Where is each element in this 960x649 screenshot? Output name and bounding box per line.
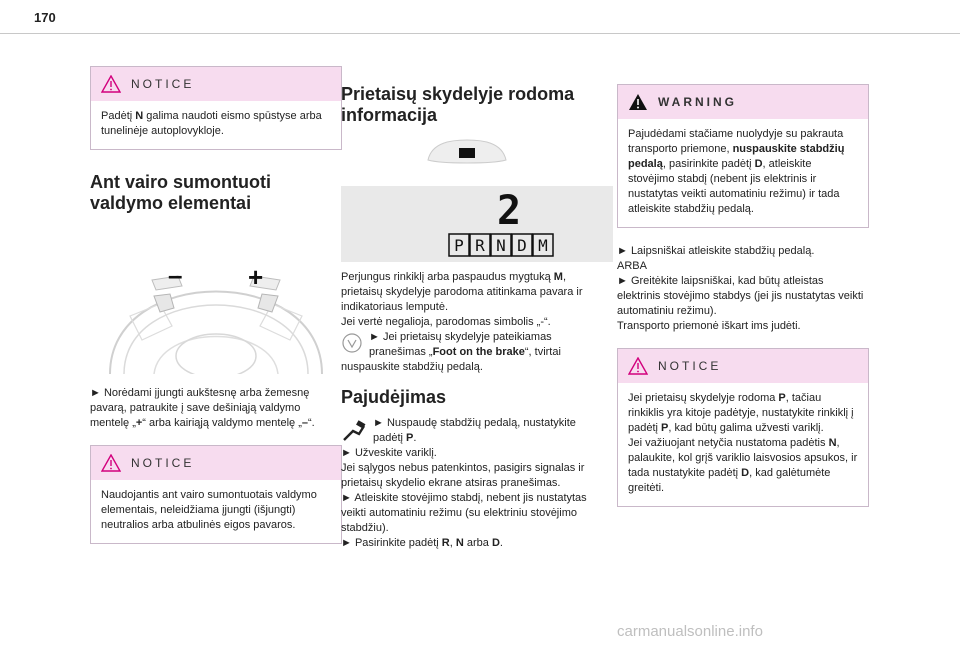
- notice-text: Naudojantis ant vairo sumontuotais valdymo elementais, neleidžiama įjungti (išjungti) neutralios arba atbulinės eigos pavaros.: [101, 489, 317, 531]
- step-brake-text: ► Nuspaudę stabdžių pedalą, nustatykite padėtį P.: [373, 417, 576, 444]
- notice-header: [91, 446, 341, 480]
- steering-instruction: ► Norėdami įjungti aukštesnę arba žemesnę pavarą, patraukite į save dešiniąją valdymo mentelę „+“ arba kairiąją valdymo mentelę „–“.: [90, 387, 315, 429]
- notice-text-1: Jei prietaisų skydelyje rodoma P, tačiau rinkiklis yra kitoje padėtyje, nustatykite rinkiklį į padėtį P, kad būtų galima užvesti variklį.: [628, 392, 854, 434]
- notice-box-2: [90, 445, 342, 544]
- steering-wheel-illustration: [90, 224, 342, 374]
- vehicle-moves-text: Transporto priemonė iškart ims judėti.: [617, 320, 801, 332]
- warning-text: Pajudėdami stačiame nuolydyje su pakrauta transporto priemone, nuspauskite stabdžių pedalą, pasirinkite padėtį D, atleiskite stovėjimo stabdį (nebent jis elektrinis ir nustatytas veikti automatiniu režimu) ir tada atleiskite stabdžių pedalą.: [628, 128, 845, 215]
- notice-icon: [101, 75, 121, 93]
- notice-text-2: Jei važiuojant netyčia nustatoma padėtis N, palaukite, kol grįš variklio laisvosios apsukos, ir tada nustatykite padėtį D, kad galėtumėte greitėti.: [628, 437, 858, 494]
- gear-letter: D: [517, 236, 527, 255]
- accelerate-step: ► Greitėkite laipsniškai, kad būtų atleistas elektrinis stovėjimo stabdys (jei jis nustatytas veikti automatiniu režimu).: [617, 275, 864, 317]
- or-separator: ARBA: [617, 260, 647, 272]
- column-2: [341, 84, 593, 551]
- release-brake-step: ► Laipsniškai atleiskite stabdžių pedalą.: [617, 245, 815, 257]
- brake-message-block: [341, 330, 593, 375]
- instrument-cluster-icon: [422, 134, 512, 174]
- invalid-value-text: Jei vertė negalioja, parodomas simbolis „-“.: [341, 316, 551, 328]
- notice-body: [618, 383, 868, 506]
- gear-letter: N: [496, 236, 506, 255]
- section-heading-display: Prietaisų skydelyje rodoma informacija: [341, 84, 575, 125]
- step-release-parking-brake: ► Atleiskite stovėjimo stabdį, nebent jis nustatytas veikti automatiniu režimu (su elektriniu stovėjimo stabdžiu).: [341, 492, 587, 534]
- step-start-engine: ► Užveskite variklį.: [341, 447, 437, 459]
- column-1: [90, 66, 342, 560]
- gear-letter: R: [475, 236, 485, 255]
- notice-title: NOTICE: [658, 359, 722, 373]
- wheel-plus-label: +: [248, 262, 264, 292]
- header-divider: [0, 33, 960, 34]
- warning-header: [618, 85, 868, 119]
- notice-text: Padėtį N galima naudoti eismo spūstyse arba tunelinėje autoplovykloje.: [101, 110, 322, 137]
- notice-box-3: [617, 348, 869, 507]
- notice-header: [618, 349, 868, 383]
- notice-box-1: [90, 66, 342, 150]
- notice-title: NOTICE: [131, 456, 195, 470]
- watermark: carmanualsonline.info: [617, 623, 763, 640]
- gear-letter: P: [454, 236, 464, 255]
- warning-icon: [628, 93, 648, 111]
- step-select-gear: ► Pasirinkite padėtį R, N arba D.: [341, 537, 503, 549]
- gear-display-panel: [341, 186, 613, 262]
- step-brake: [341, 416, 593, 446]
- section-heading-steering: Ant vairo sumontuoti valdymo elementai: [90, 172, 271, 213]
- gear-digit: 2: [496, 188, 522, 234]
- notice-header: [91, 67, 341, 101]
- warning-title: WARNING: [658, 95, 737, 109]
- notice-body: [91, 480, 341, 543]
- step-conditions: Jei sąlygos nebus patenkintos, pasigirs signalas ir prietaisų skydelio ekrane atsiras pranešimas.: [341, 462, 585, 489]
- wheel-minus-label: –: [168, 260, 183, 290]
- notice-icon: [628, 357, 648, 375]
- brake-pedal-foot-icon: [341, 418, 367, 444]
- page-number: 170: [34, 10, 56, 25]
- column-3: [617, 84, 869, 523]
- warning-box: [617, 84, 869, 228]
- section-heading-driving-off: Pajudėjimas: [341, 387, 447, 407]
- gear-display-text: Perjungus rinkiklį arba paspaudus mygtuką M, prietaisų skydelyje parodoma atitinkama pavara ir indikatoriaus lemputė.: [341, 271, 583, 313]
- notice-body: [91, 101, 341, 149]
- notice-title: NOTICE: [131, 77, 195, 91]
- brake-message-text: ► Jei prietaisų skydelyje pateikiamas pranešimas „Foot on the brake“, tvirtai nuspauskite stabdžių pedalą.: [341, 331, 561, 373]
- warning-body: [618, 119, 868, 227]
- gear-letter: M: [538, 236, 548, 255]
- notice-icon: [101, 454, 121, 472]
- foot-on-brake-icon: [341, 332, 363, 354]
